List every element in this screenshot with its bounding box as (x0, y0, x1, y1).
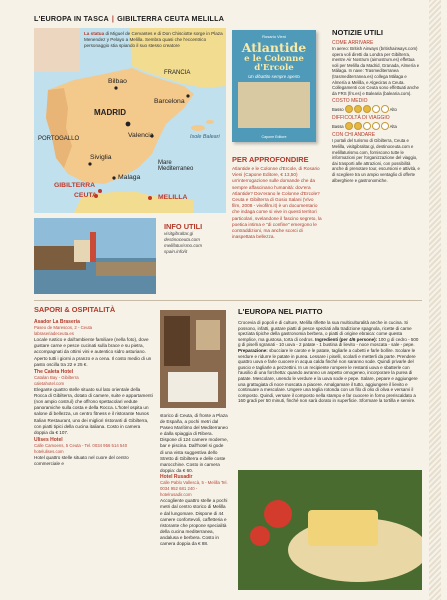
venue-description: Locale rustico e dall'ambiente familiare (nella foto), dove gustare carne e pesce cucinati sulla brace e su pietra, accompagnati da ottimi vini e autentico sidro asturiano. Aperto tutti i giorni a pranzo e a cena. Il costo medio di un pasto oscilla tra 22 e 25 €. (34, 337, 152, 367)
tortilla-illustration (238, 470, 422, 590)
venue-site[interactable]: labraseriadeceuta.es (34, 331, 74, 337)
sapori-title: SAPORI & OSPITALITÀ (34, 305, 116, 314)
rating-dot (345, 105, 353, 113)
info-link[interactable]: melillaturismo.com (164, 243, 203, 248)
book-cover-image (238, 82, 310, 128)
info-link[interactable]: destinoceuta.com (164, 237, 201, 242)
ingredients-label: Ingredienti (per 4/6 persone): (315, 336, 378, 342)
header-separator: | (111, 14, 115, 23)
rating-dot (372, 122, 380, 130)
info-title: INFO UTILI (164, 222, 203, 231)
piatto-title: L'EUROPA NEL PIATTO (238, 307, 323, 316)
ulises-description: storico di Ceuta, di fronte a Plaza de España, a pochi metri dal Paseo Marítimo del Mediterraneo e dalla spiaggia di Ribera. Dispone di 124 camere moderne, bar e piscina. Dall'hotel si gode di una vista suggestiva dello Stretto di Gibilterra e delle coste marocchine. Costo in camera doppia: da € 60. (160, 413, 228, 473)
venue-name: Hotel Rusadir (160, 473, 193, 480)
map-label-melilla: MELILLA (158, 194, 188, 201)
venue-address: Catalan Bay - Gibilterra (34, 374, 79, 380)
map-label-valencia: Valencia (128, 132, 154, 139)
divider (34, 300, 422, 301)
map-label-portogallo: PORTOGALLO (38, 136, 80, 142)
venue-address: Calle Camoens, 5 Ceuta - Tel. 0034 956 514 540 (34, 442, 128, 448)
costo-low-label: Basso (332, 106, 344, 112)
sapori-text (34, 318, 154, 467)
con-chi-title: CON CHI ANDARE (332, 132, 376, 139)
preparation-label: Preparazione: (238, 347, 268, 353)
con-chi-text: I portali del turismo di Gibilterra, Ceuta e Melilla, visitgibraltar.gi, destinoceuta.com e melillaturismo.com, forniscono tutte le informazioni per l'organizzazione del viaggio, dai trasporti alle attrazioni, con possibilità anche di prenotare tour, escursioni e attività, e di scegliere tra un ampio ventaglio di offerte alberghiere e gastronomiche. (332, 138, 420, 183)
come-arrivare-title: COME ARRIVARE (332, 40, 374, 46)
costo-rating (332, 105, 422, 113)
notizie-utili (332, 28, 422, 183)
map-caption-text: di Miguel de Cervantes e di Don Chisciotte sorge in Plaza Menendez y Pelayo a Melilla. Sembra quasi che l'eccentrico personaggio stia spiando il suo stesso creatore (84, 31, 223, 48)
rating-dot (354, 122, 362, 130)
venue-description: Hotel quattro stelle situato nel cuore del centro commerciale e (34, 455, 129, 467)
venue-name: Ulises Hotel (34, 436, 63, 443)
header-section: L'EUROPA IN TASCA (34, 14, 109, 23)
venue-site[interactable]: hotelulises.com (34, 448, 64, 454)
map-label-ceuta: CEUTA (74, 192, 97, 199)
info-utili (164, 222, 226, 255)
approfondire-text: Atlantide e le Colonne d'Ercole, di Rosario Vieni (Capone Editore, € 13,50) un'interrogazione sulle domande che da sempre affascinano l'umanità: dov'era Atlantide? Dov'erano le Colonne d'Ercole? Ceuta e Gibilterra di Gosio Salani (Vivo film, 2008 - vivofilm.it) è un documentario che indaga come si vive in questi territori particolari, svelandone il fascino segreto, la poetica intima e "di confine" emergono le contraddizioni, ma anche scorci di inaspettata bellezza. (232, 166, 322, 240)
rusadir-description: Accogliente quattro stelle a pochi metri dal centro storico di Melilla e dal lungomare. Dispone di 44 camere confortevoli, caffetteria e ristorante che propone specialità della cucina mediterranea, andalusa e berbera. Costo in camera doppia da € 88. (160, 498, 228, 546)
map-label-siviglia: Siviglia (90, 154, 112, 161)
approfondire-title: PER APPROFONDIRE (232, 155, 309, 164)
spain-map (34, 28, 226, 213)
lighthouse-photo (34, 218, 156, 294)
map-label-barcelona: Barcelona (154, 98, 185, 105)
book-title-2: e le Colonne d'Ercole (244, 54, 304, 73)
recipe-intro: Crocevia di popoli e di culture, Melilla riflette la sua multiculturalità anche in cucina. Si possono, infatti, gustare piatti di pesce speziati alla tradizione spagnola, ricette di carne speziata tipiche della gastronomia berbera, o piatti di origine ebraica: come questa semplice, ma gustosa, torta di cedros. (238, 320, 412, 342)
venue-name: Asador La Brasería (34, 319, 80, 325)
rating-dot (363, 122, 371, 130)
rating-dot (345, 122, 353, 130)
rating-dot (381, 105, 389, 113)
rating-dot (372, 105, 380, 113)
costo-title: COSTO MEDIO (332, 98, 368, 105)
venue-address: Paseo de Marescos, 2 - Ceuta (34, 325, 93, 331)
page-edge-pattern (429, 0, 441, 600)
map-caption (84, 31, 224, 49)
venue-site[interactable]: caletahotel.com (34, 380, 65, 386)
middle-column-text (160, 413, 228, 547)
info-link[interactable]: spain.info/it (164, 249, 188, 254)
map-label-bilbao: Bilbao (108, 78, 127, 85)
diff-high-label: Alta (389, 123, 397, 129)
map-label-isole-baleari: Isole Baleari (190, 134, 220, 140)
map-caption-lead: La statua (84, 31, 105, 36)
come-arrivare-text: In aereo: British Airways (britishairways.com) opera voli diretti da Londra per Gibilterra, mentre Air Nostrum (airnostrum.es) effettua voli per Melilla da Madrid, Granada, Almería e Málaga. In nave: Trasmediterranea (trasmediterranea.es) collega Málaga e Almería a Melilla, e Algeciras a Ceuta. Collegamenti con Ceuta sono effettuati anche da FRS (frs.es) e Balearia (balearia.com). (332, 46, 420, 96)
restaurant-photo (160, 310, 226, 408)
costo-high-label: Alto (389, 106, 397, 112)
cervantes-statue-photo (34, 28, 80, 72)
diff-low-label: Bassa (332, 123, 344, 129)
difficolta-rating (332, 122, 422, 130)
venue-name: The Caleta Hotel (34, 368, 74, 375)
map-label-francia: FRANCIA (164, 70, 191, 76)
tortilla-photo (238, 470, 422, 590)
restaurant-illustration (160, 310, 226, 408)
lighthouse-illustration (34, 218, 156, 294)
venue-description: Elegante quattro stelle situato sul lato orientale della Rocca di Gibilterra, dotato di camere, suite e appartamenti (non ampio costruì) che offrono spettacolari vedute panoramiche sulla costa e della Rocca. L'hotel ospita un salone di bellezza, un centro fitness e il ristorante Nunos Italian Restaurant, uno dei migliori ristoranti di Gibilterra, con piatti tipici della cucina italiana. Costo in camera doppia da € 107. (34, 387, 153, 435)
difficolta-title: DIFFICOLTÀ DI VIAGGIO (332, 115, 390, 122)
ingredients: 100 g di cedro - 500 g di piselli sgranati - 10 uova - 2 patate - 1 bustina di lievito - noce moscata - sale - pepe. (238, 336, 419, 348)
book-title: Atlantide (241, 40, 307, 55)
map-label-mare: Mare Mediterraneo (158, 160, 194, 172)
recipe-text (238, 320, 422, 404)
map-label-gibilterra: GIBILTERRA (54, 182, 96, 189)
page-header (34, 14, 224, 23)
rating-dot (363, 105, 371, 113)
notizie-title: NOTIZIE UTILI (332, 28, 384, 37)
preparation: sbucciare le carote e le patate, tagliarle a cubetti e farle bollire. Scolare le verdure e ridurre le patate in purea. Lessare i piselli, scolarli e metterli da parte. Prendere quattro uova e farle cuocere in acqua calda finché non saranno sode. Quindi privarle del guscio e tagliarle a pezzettini. In un recipiente rompere le restanti uova e sbatterle con l'ausilio di una forchetta: quando avranno un aspetto omogeneo, incorporare la purea di patate. Mescolare, unendo le verdure e la uova sode e pepe. Salare, pepare e aggiungere una grattugiata di noce moscata a piacere. Amalgamare il tutto, aggiungere il lievito e continuare a mescolare. Ungere una teglia rotonda con un filo di olio di oliva e versarvi il composto. Quindi, versare il composto nella stampo e far cuocere in forno preriscaldato a 160 gradi per 50 minuti, finché non sarà dorato in superficie. Sformare la tortilla e servire. (238, 347, 418, 404)
rating-dot (354, 105, 362, 113)
book-author: Rosario Vieni (262, 34, 286, 39)
venue-address: Calle Pablo Vallescà, 5 - Melilla Tel. 0034 952 681 240 - hotelrusadir.com (160, 480, 228, 498)
info-link[interactable]: visitgibraltar.gi (164, 231, 194, 236)
map-label-madrid: MADRID (94, 108, 126, 117)
map-label-malaga: Malaga (118, 174, 141, 181)
header-destinations: GIBILTERRA CEUTA MELILLA (117, 14, 225, 23)
book-subtitle: Un dibattito sempre aperto (248, 74, 300, 79)
book-publisher: Capone Editore (261, 135, 287, 139)
rating-dot (381, 122, 389, 130)
book-cover (232, 30, 316, 142)
